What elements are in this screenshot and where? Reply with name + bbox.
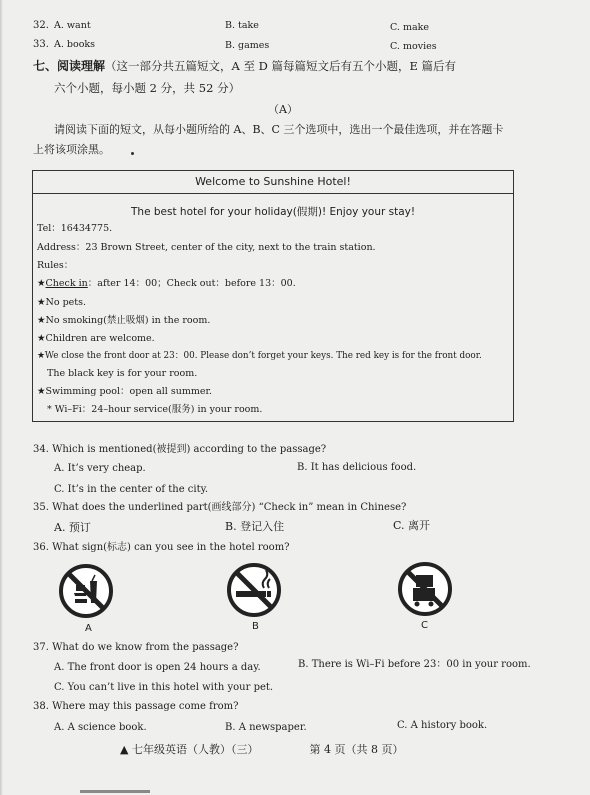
triangle-logo-icon: ▲ — [120, 743, 129, 756]
sign-b-label: B — [252, 621, 259, 632]
notice-subheading: The best hotel for your holiday(假期)! Enjoy your stay! — [131, 206, 416, 218]
question-33-option-c: C. movies — [390, 41, 437, 52]
question-35-option-a: A. 预订 — [54, 521, 91, 534]
question-37-option-b: B. There is Wi–Fi before 23：00 in your room. — [298, 659, 531, 670]
instructions-line2: 上将该项涂黑。 — [33, 143, 110, 156]
page-footer — [120, 741, 403, 757]
question-33-number: 33. — [33, 39, 49, 50]
section-title-bold: 七、阅读理解 — [33, 59, 106, 73]
notice-rules-label: Rules： — [37, 260, 74, 271]
question-32-option-a: A. want — [54, 20, 91, 31]
notice-rule-wifi: * Wi–Fi：24–hour service(服务) in your room. — [47, 404, 263, 415]
sign-c-label: C — [421, 620, 428, 631]
notice-tel: Tel：16434775. — [37, 223, 113, 234]
notice-rule-swimming-pool: ★Swimming pool：open all summer. — [37, 386, 212, 397]
question-35-option-b: B. 登记入住 — [225, 520, 285, 533]
question-34-stem: 34. Which is mentioned(被提到) according to the passage? — [33, 444, 327, 455]
section-title-line2: 六个小题，每小题 2 分，共 52 分） — [54, 81, 241, 95]
no-smoking-sign-icon — [226, 562, 282, 618]
footer-page-number: 第 4 页（共 8 页） — [309, 743, 404, 756]
question-35-option-c: C. 离开 — [393, 519, 431, 532]
notice-rule-black-key: The black key is for your room. — [47, 368, 198, 379]
question-33-option-b: B. games — [225, 40, 270, 51]
question-38-option-c: C. A history book. — [397, 720, 488, 731]
notice-rule-children: ★Children are welcome. — [37, 333, 155, 344]
scan-edge-mark — [80, 790, 150, 793]
notice-heading: Welcome to Sunshine Hotel! — [33, 171, 513, 194]
question-34-option-c: C. It’s in the center of the city. — [54, 484, 209, 495]
notice-rule-pets: ★No pets. — [37, 297, 86, 308]
underlined-check-in: Check in — [45, 278, 88, 289]
question-37-option-c: C. You can’t live in this hotel with your pet. — [54, 682, 274, 693]
question-35-stem: 35. What does the underlined part(画线部分) “Check in” mean in Chinese? — [33, 502, 407, 513]
no-luggage-sign-icon — [397, 561, 453, 617]
no-food-sign-icon — [58, 563, 114, 619]
notice-rule-front-door: ★We close the front door at 23：00. Please don’t forget your keys. The red key is for the front door. — [37, 351, 482, 361]
question-33-option-a: A. books — [54, 39, 96, 50]
question-36-stem: 36. What sign(标志) can you see in the hotel room? — [33, 542, 290, 553]
stray-mark — [131, 152, 134, 155]
question-34-option-b: B. It has delicious food. — [297, 462, 417, 473]
question-37-stem: 37. What do we know from the passage? — [33, 642, 239, 653]
footer-subject: 七年级英语（人教）（三） — [131, 743, 259, 756]
question-38-stem: 38. Where may this passage come from? — [33, 701, 239, 712]
star-icon: ★ — [37, 278, 46, 289]
part-label: （A） — [268, 103, 298, 116]
notice-rule-checkin — [37, 278, 296, 290]
question-34-option-a: A. It’s very cheap. — [54, 463, 146, 474]
section-title — [33, 58, 456, 74]
question-32-number: 32. — [33, 20, 49, 31]
notice-rule-smoking: ★No smoking(禁止吸烟) in the room. — [37, 315, 211, 326]
sign-a-label: A — [85, 623, 92, 634]
notice-address: Address：23 Brown Street, center of the city, next to the train station. — [37, 242, 376, 253]
scan-edge-left — [0, 0, 3, 795]
question-38-option-a: A. A science book. — [54, 722, 147, 733]
rule-checkin-times: ：after 14：00；Check out：before 13：00. — [87, 278, 296, 289]
instructions-line1: 请阅读下面的短文，从每小题所给的 A、B、C 三个选项中，选出一个最佳选项，并在答题卡 — [54, 123, 504, 136]
section-title-rest: （这一部分共五篇短文，A 至 D 篇每篇短文后有五个小题，E 篇后有 — [105, 59, 457, 73]
question-32-option-c: C. make — [390, 22, 430, 33]
question-32-option-b: B. take — [225, 20, 259, 31]
question-37-option-a: A. The front door is open 24 hours a day. — [54, 662, 261, 673]
question-38-option-b: B. A newspaper. — [225, 722, 307, 733]
